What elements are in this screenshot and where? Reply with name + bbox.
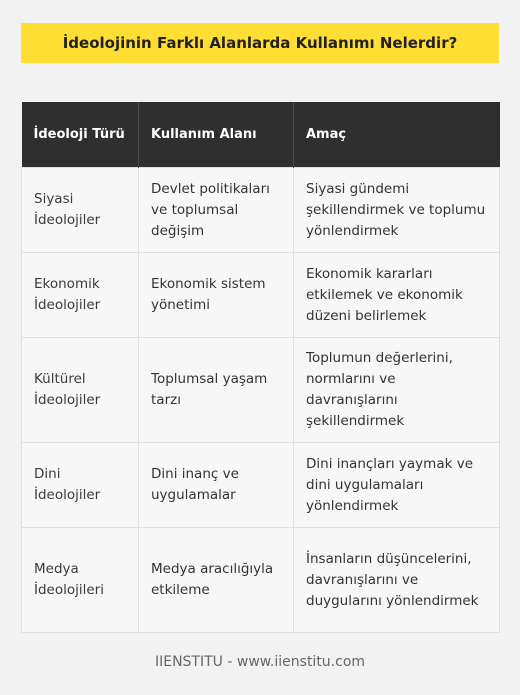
table-row <box>22 443 500 528</box>
cell-ideology-type: Medya İdeolojileri <box>22 528 139 633</box>
table-row <box>22 338 500 443</box>
cell-purpose: İnsanların düşüncelerini, davranışlarını ve duygularını yönlendirmek <box>294 528 500 633</box>
cell-usage-area: Medya aracılığıyla etkileme <box>139 528 294 633</box>
page-title: İdeolojinin Farklı Alanlarda Kullanımı Nelerdir? <box>62 34 458 52</box>
cell-ideology-type: Dini İdeolojiler <box>22 443 139 528</box>
table-row <box>22 253 500 338</box>
cell-purpose: Siyasi gündemi şekillendirmek ve toplumu yönlendirmek <box>294 168 500 253</box>
table-row <box>22 168 500 253</box>
cell-usage-area: Ekonomik sistem yönetimi <box>139 253 294 338</box>
table-header-row <box>22 102 500 168</box>
cell-usage-area: Devlet politikaları ve toplumsal değişim <box>139 168 294 253</box>
column-header-purpose: Amaç <box>294 102 500 168</box>
cell-usage-area: Toplumsal yaşam tarzı <box>139 338 294 443</box>
cell-usage-area: Dini inanç ve uygulamalar <box>139 443 294 528</box>
column-header-usage-area: Kullanım Alanı <box>139 102 294 168</box>
footer-credit: IIENSTITU - www.iienstitu.com <box>154 654 366 670</box>
cell-ideology-type: Siyasi İdeolojiler <box>22 168 139 253</box>
cell-ideology-type: Kültürel İdeolojiler <box>22 338 139 443</box>
title-banner <box>21 23 499 63</box>
cell-purpose: Ekonomik kararları etkilemek ve ekonomik düzeni belirlemek <box>294 253 500 338</box>
table-row <box>22 528 500 633</box>
column-header-ideology-type: İdeoloji Türü <box>22 102 139 168</box>
cell-purpose: Dini inançları yaymak ve dini uygulamaları yönlendirmek <box>294 443 500 528</box>
cell-purpose: Toplumun değerlerini, normlarını ve davranışlarını şekillendirmek <box>294 338 500 443</box>
cell-ideology-type: Ekonomik İdeolojiler <box>22 253 139 338</box>
ideology-table <box>21 102 500 633</box>
